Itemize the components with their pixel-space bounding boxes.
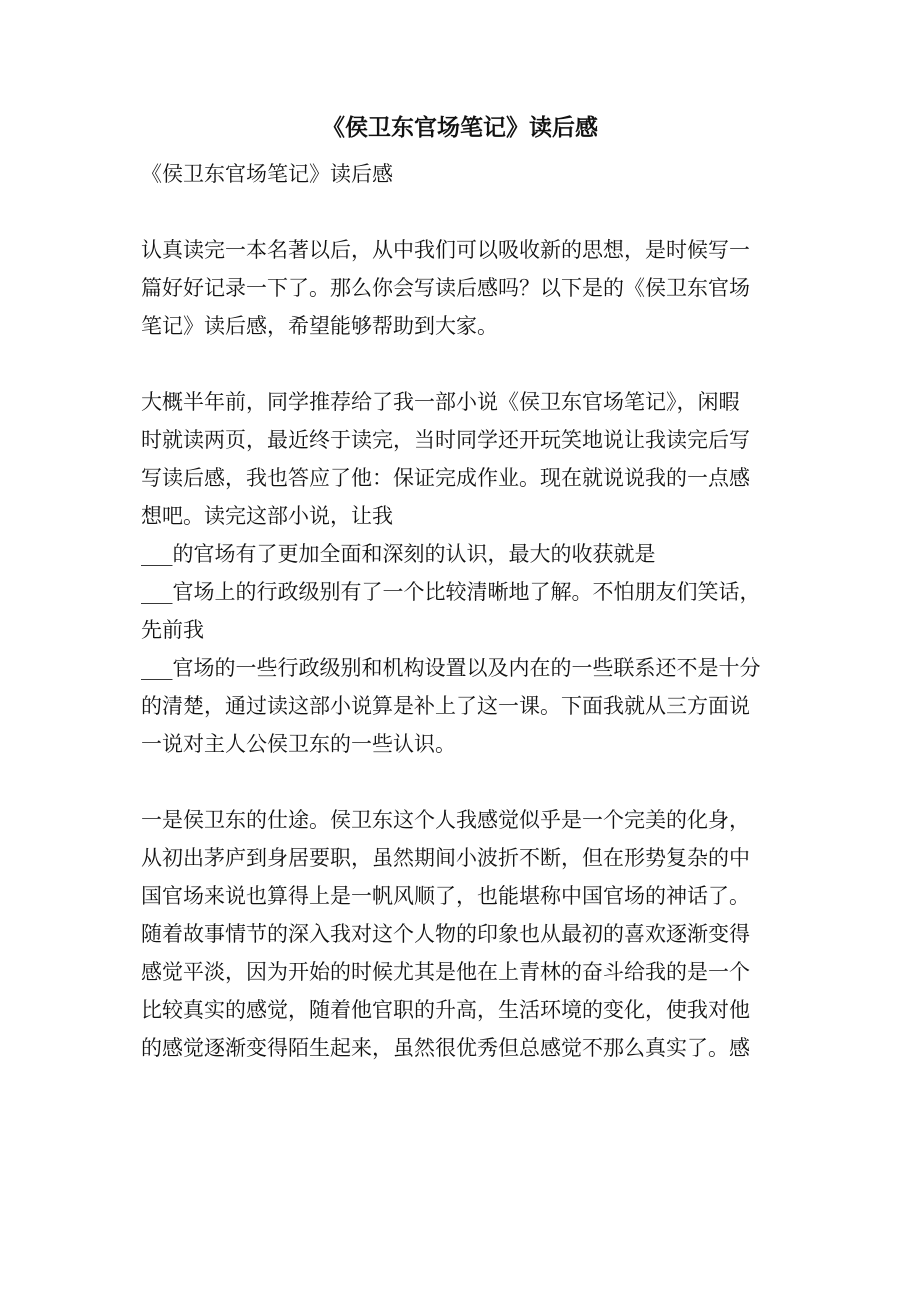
blank-line xyxy=(141,193,781,231)
text-line: 从初出茅庐到身居要职，虽然期间小波折不断，但在形势复杂的中 xyxy=(141,846,750,870)
blank-line xyxy=(141,763,781,801)
text-line: 篇好好记录一下了。那么你会写读后感吗？以下是的《侯卫东官场 xyxy=(141,276,750,300)
text-line: ___官场的一些行政级别和机构设置以及内在的一些联系还不是十分 xyxy=(141,656,761,680)
text-line: 笔记》读后感，希望能够帮助到大家。 xyxy=(141,314,498,338)
text-line: 认真读完一本名著以后，从中我们可以吸收新的思想，是时候写一 xyxy=(141,238,750,262)
text-line: 想吧。读完这部小说，让我 xyxy=(141,504,393,528)
text-line: ___官场上的行政级别有了一个比较清晰地了解。不怕朋友们笑话， xyxy=(141,580,761,604)
text-line: ___的官场有了更加全面和深刻的认识，最大的收获就是 xyxy=(141,542,656,566)
text-line: 时就读两页，最近终于读完，当时同学还开玩笑地说让我读完后写 xyxy=(141,428,750,452)
text-line: 一是侯卫东的仕途。侯卫东这个人我感觉似乎是一个完美的化身， xyxy=(141,808,750,832)
text-line: 随着故事情节的深入我对这个人物的印象也从最初的喜欢逐渐变得 xyxy=(141,922,750,946)
text-line: 先前我 xyxy=(141,618,204,642)
document-title: 《侯卫东官场笔记》读后感 xyxy=(322,115,598,141)
document-body xyxy=(141,155,781,1067)
text-line: 《侯卫东官场笔记》读后感 xyxy=(141,162,393,186)
text-line: 感觉平淡，因为开始的时候尤其是他在上青林的奋斗给我的是一个 xyxy=(141,960,750,984)
text-line: 比较真实的感觉，随着他官职的升高，生活环境的变化，使我对他 xyxy=(141,998,750,1022)
text-line: 国官场来说也算得上是一帆风顺了，也能堪称中国官场的神话了。 xyxy=(141,884,750,908)
text-line: 的感觉逐渐变得陌生起来，虽然很优秀但总感觉不那么真实了。感 xyxy=(141,1036,750,1060)
text-line: 写读后感，我也答应了他：保证完成作业。现在就说说我的一点感 xyxy=(141,466,750,490)
text-line: 一说对主人公侯卫东的一些认识。 xyxy=(141,732,456,756)
text-line: 大概半年前，同学推荐给了我一部小说《侯卫东官场笔记》，闲暇 xyxy=(141,390,740,414)
blank-line xyxy=(141,345,781,383)
text-line: 的清楚，通过读这部小说算是补上了这一课。下面我就从三方面说 xyxy=(141,694,750,718)
